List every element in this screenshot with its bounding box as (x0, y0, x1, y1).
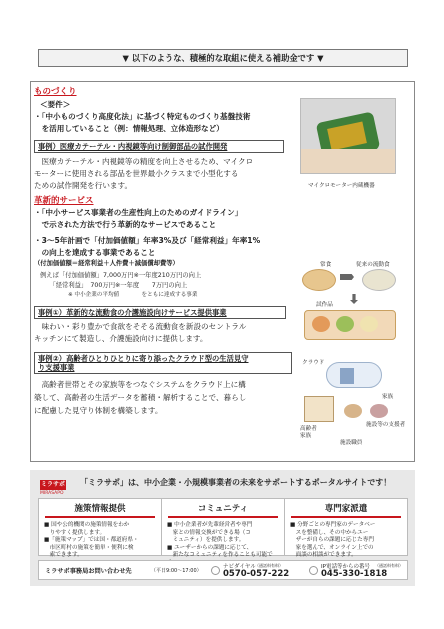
example-line-2: 「経常利益」 700万円※一年度 7万円の向上 (40, 282, 188, 289)
card-community-line: ミュニティ）を提供します。 (167, 537, 245, 544)
service-req-1: ・「中小サービス事業者の生産性向上のためのガイドライン」 (34, 208, 243, 217)
mirasapo-logo-sub: MIRASAPO (40, 491, 64, 496)
case-2-desc-1: 高齢者世帯とその家族等をつなぐシステムをクラウド上に構 (34, 380, 246, 389)
monozukuri-desc-3: ための試作開発を行います。 (34, 181, 133, 190)
ip-phone-number: 045-330-1818 (321, 569, 388, 579)
service-req-4: の向上を達成する事業であること (34, 248, 156, 257)
cloud-monitoring-figure (296, 352, 404, 454)
case-1-desc-2: キッチンにて製造し、介護施設向けに提供します。 (34, 334, 208, 343)
card-expert-dispatch-title: 専門家派遣 (324, 504, 368, 514)
contact-hours: （平日9:00～17:00） (151, 568, 202, 574)
ip-phone-icon (309, 566, 318, 575)
case-2-title-line-1: 事例②）高齢者ひとりひとりに寄り添ったクラウド型の生活見守 (38, 354, 249, 363)
contact-bar (38, 560, 408, 580)
card-expert-dispatch-line: ザーが自らの課題に応じた専門 (290, 537, 374, 544)
requirement-line-1: ・「中小ものづくり高度化法」に基づく特定ものづくり基盤技術 (34, 112, 251, 121)
card-policy-info-line: 市区町村の施策を簡単・便利に検 (44, 544, 134, 551)
card-expert-dispatch-line: スを整備し、その中からユー (290, 529, 369, 536)
label-prototype: 試作品 (316, 302, 333, 308)
card-community-line: 新たなコミュニティを作ることも可能で (172, 552, 273, 559)
footer-title: 「ミラサポ」は、中小企業・小規模事業者の未来をサポートするポータルサイトです！ (80, 478, 392, 487)
ip-phone-label: IP電話等からの番号 (321, 564, 370, 570)
card-policy-info (38, 498, 162, 559)
example-line-1: 例えば「付加価値額」7,000万円※一年度210万円の向上 (40, 272, 202, 279)
food-comparison-figure (296, 260, 404, 342)
card-expert-dispatch-line: 家を選んで、オンライン上での (290, 544, 374, 551)
navi-dial-number: 0570-057-222 (223, 569, 290, 579)
label-supporters: 施設等の支援者 (366, 422, 406, 428)
ip-phone-sub: （通話料有料） (375, 563, 403, 568)
label-regular-food: 常食 (320, 262, 332, 268)
card-policy-info-line: ■ 国や公的機関の施策情報をわか (44, 522, 130, 528)
card-expert-dispatch-line: 面談の相談ができます。 (290, 552, 357, 559)
card-community-line: ■ ユーザーからの課題に応じて、 (167, 544, 253, 551)
service-req-3: ・3～5年計画で「付加価値額」年率3%及び「経常利益」年率1% (34, 236, 261, 245)
card-policy-info-line: 索できます。 (44, 552, 83, 559)
photo-caption: マイクロモーター内蔵機器 (308, 183, 375, 189)
monozukuri-desc-1: 医療カテーテル・内視鏡等の精度を向上させるため、マイクロ (34, 157, 254, 166)
case-1-title: 事例①）革新的な流動食の介護施設向けサービス提供事業 (34, 306, 286, 319)
micromotor-device-photo (300, 98, 396, 174)
requirements-label: ＜要件＞ (40, 100, 71, 109)
case-monozukuri-title: 事例）医療カテーテル・内視鏡等向け制御部品の試作開発 (34, 140, 284, 153)
card-community (161, 498, 285, 559)
monozukuri-desc-2: モーターに使用される部品を世界最小クラスまで小型化する (34, 169, 239, 178)
requirement-line-2: を活用していること（例：情報処理、立体造形など） (34, 124, 224, 133)
case-1-desc-1: 味わい・彩り豊かで食欲をそそる流動食を新設のセントラル (34, 322, 247, 331)
phone-icon (211, 566, 220, 575)
service-req-2: で示された方法で行う革新的なサービスであること (34, 220, 217, 229)
navi-dial-sub: （通話料有料） (255, 563, 283, 568)
card-community-title: コミュニティ (197, 504, 249, 514)
label-traditional-liquid-food: 従来の流動食 (356, 262, 390, 268)
case-2-title (34, 352, 292, 374)
heading-monozukuri: ものづくり (34, 87, 77, 97)
card-community-line: ■ 中小企業者が先輩経営者や専門 (167, 522, 253, 528)
case-2-title-line-2: り支援事業 (38, 363, 75, 373)
label-family: 家族 (382, 394, 394, 400)
card-policy-info-line: ■「施策マップ」では国・都道府県・ (44, 537, 139, 544)
card-policy-info-line: りやすく提供します。 (44, 529, 106, 536)
label-facility-staff: 施設職員 (340, 440, 363, 446)
card-policy-info-title: 施策情報提供 (74, 504, 126, 514)
navi-dial-label: ナビダイヤル (223, 564, 256, 570)
section-banner: ▼ 以下のような、積極的な取組に使える補助金です ▼ (38, 49, 408, 67)
heading-service: 革新的サービス (34, 196, 94, 206)
mirasapo-logo: ミラサポ (40, 481, 65, 488)
value-formula: （付加価値額＝経常利益＋人件費＋減価償却費等） (34, 260, 179, 267)
contact-label: ミラサポ事務局お問い合わせ先 (45, 568, 132, 575)
label-cloud: クラウド (302, 360, 325, 366)
example-line-3: ※ 中小企業の平均値 をともに達成する事業 (40, 292, 198, 298)
case-2-desc-3: に配慮した見守り体制を構築します。 (34, 406, 163, 415)
case-2-desc-2: 築して、高齢者の生活データを蓄積・解析することで、暮らし (34, 393, 247, 402)
card-expert-dispatch-line: ■ 分野ごとの専門家のデータベー (290, 522, 376, 528)
card-community-line: 家との情報交換ができる場（コ (167, 529, 251, 536)
card-expert-dispatch (284, 498, 408, 559)
label-elderly-family: 高齢者 家族 (300, 426, 317, 439)
